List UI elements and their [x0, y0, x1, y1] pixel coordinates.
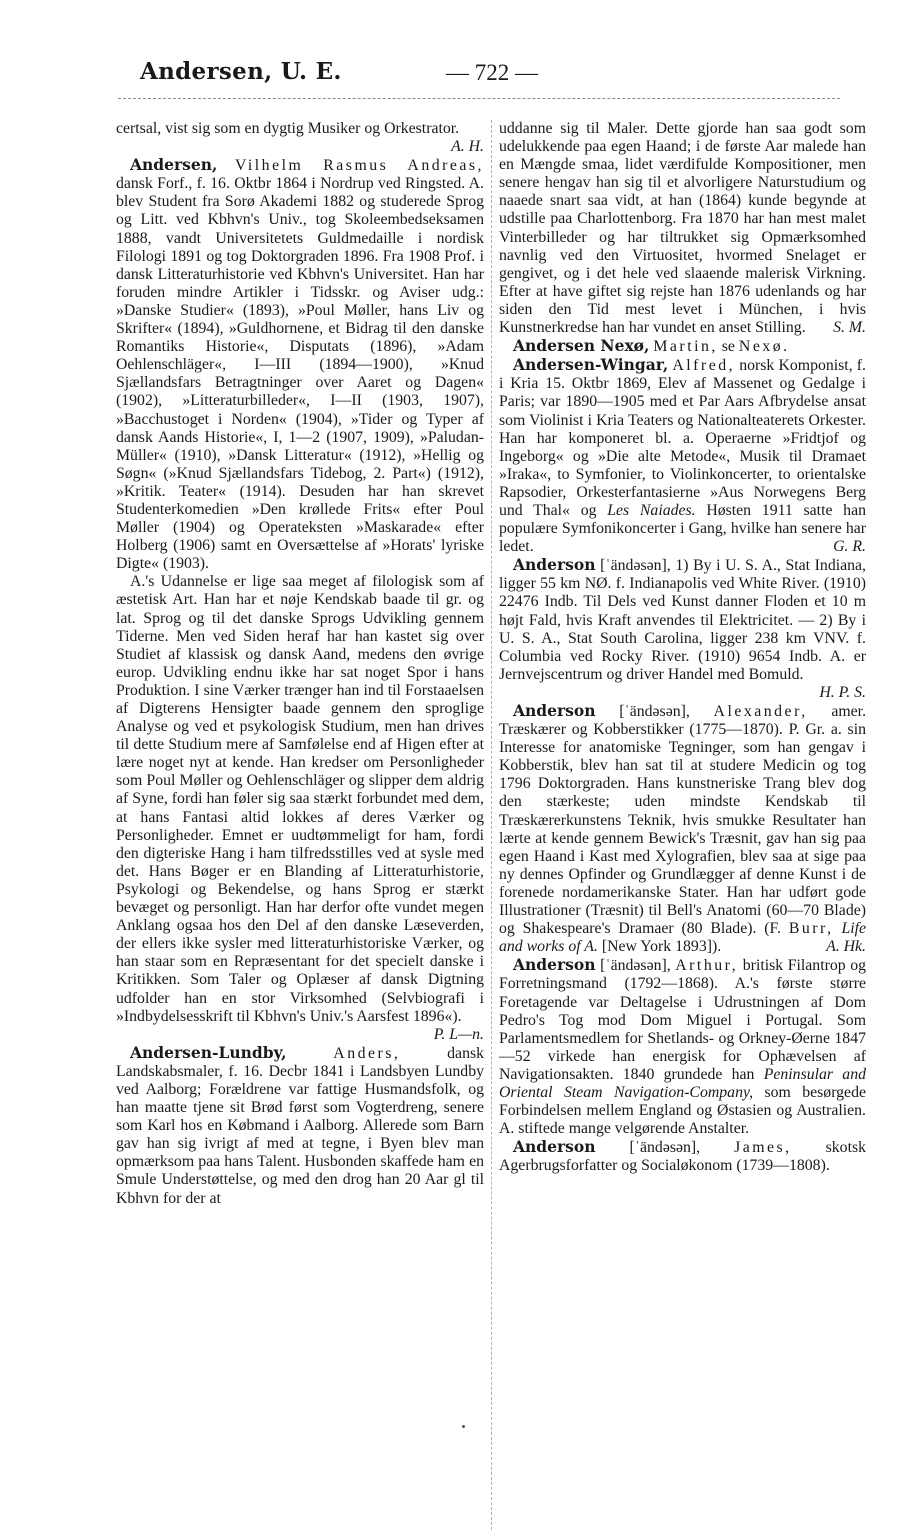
author-signature: S. M.	[833, 319, 866, 337]
pronunciation: [ˈändəsən],	[619, 703, 690, 720]
cited-author: Burr,	[788, 920, 834, 938]
entry-text: som besørgede Forbindelsen mellem England og Østasien og Australien. A. stiftede mange velgørende Anstalter.	[499, 1083, 866, 1138]
entry-text: amer. Træskærer og Kobberstikker (1775—1870). P. Gr. a. sin Interesse for anatomiske Tegninger, som han gengav i Kobberstik, blev han sat til at studere Medicin og tog 1796 Doktorgraden. Hans kunstneriske Trang blev dog den stærkeste; uden mindste Kendskab til Træskærerkunstens Teknik, hvis smukke Resultater han lærte at kende gennem Bewick's Træsnit, gav han sig paa egen Haand i Kast med Xylografien, blev saa at sige paa ny dennes Opfinder og Grundlægger af denne Kunst i de forenede nordamerikanske Stater. Han har udført gode Illustrationer (Træsnit) til Bell's Anatomi (60—70 Blade) og Shakespeare's Dramaer (80 Blade). (F.	[499, 703, 867, 938]
entry-text: norsk Komponist, f. i Kria 15. Oktbr 1869, Elev af Massenet og Gedalge i Paris; var 1890—1905 med et Par Aars Afbrydelse ansat som Violinist i Kria Teaters og Nationalteaterets Orkester. Han har komponeret bl. a. Operaerne »Fridtjof og Ingeborg« og »Die alte Metode«, Musik til Dramaet »Iraka«, to Symfonier, to Violinkoncerter, to orientalske Rapsodier, Orkesterfantasierne »Aus Norwegens Berg und Thal« og	[499, 357, 866, 519]
right-column	[499, 120, 866, 1175]
entry-anderson-place	[499, 555, 866, 701]
entry-paragraph	[116, 573, 484, 1043]
entry-text: dansk Landskabsmaler, f. 16. Decbr 1841 i Landsbyen Lundby ved Aalborg; Forældrene var fattige Husmandsfolk, og han maatte tjene sit Brød først som Vogterdreng, senere som Karl hos en Købmand i Aalborg. Allerede som Barn gav han sig ivrigt af med at tegne, i Byen blev man opmærksom paa hans Talent. Husbonden skaffede ham en Smule Understøttelse, og med den drog han 20 Aar gl til Kbhvn for der at	[116, 1044, 485, 1207]
headword: Andersen-Lundby,	[130, 1042, 287, 1062]
entry-andersen-lundby	[116, 1044, 484, 1208]
entry-andersen-vilhelm	[116, 156, 484, 573]
entry-name: James,	[734, 1139, 792, 1157]
entry-anderson-arthur	[499, 956, 866, 1138]
headword: Anderson	[513, 1137, 596, 1157]
continued-entry	[116, 120, 484, 156]
page-header	[140, 58, 540, 92]
entry-text: certsal, vist sig som en dygtig Musiker og Orkestrator.	[116, 120, 460, 137]
entry-name: Martin,	[653, 338, 718, 356]
entry-name: Vilhelm Rasmus Andreas,	[234, 157, 485, 175]
pronunciation: [ˈändəsən],	[600, 557, 671, 575]
scan-speck	[462, 1425, 465, 1428]
left-column	[116, 120, 484, 1208]
author-signature: A. Hk.	[826, 938, 866, 956]
entry-name: Alexander,	[713, 703, 808, 720]
entry-text: se	[721, 338, 735, 356]
entry-anderson-james	[499, 1138, 866, 1175]
work-title: Les Naiades.	[607, 501, 696, 519]
author-signature: P. L—n.	[433, 1025, 484, 1043]
work-title: Peninsular and Oriental Steam Navigation-Company,	[499, 1065, 866, 1101]
header-rule	[118, 98, 840, 99]
headword: Andersen,	[130, 155, 218, 175]
entry-text: skotsk Agerbrugsforfatter og Socialøkonom (1739—1808).	[499, 1139, 867, 1175]
entry-name: Alfred,	[672, 357, 736, 375]
entry-text: uddanne sig til Maler. Dette gjorde han saa godt som udelukkende paa egen Haand; i de første Aar malede han en Mængde smaa, lidet værdifulde Kompositioner, men senere hengav han sig til et alvorligere Naturstudium og naaede snart saa vidt, at han (1864) kunde begynde at udstille paa Charlottenborg. Fra 1870 har han mest malet Vinterbilleder og har tiltrukket sig Opmærksomhed navnlig ved den Virtuositet, hvormed Snelaget er gengivet, og i det hele ved slaaende malerisk Virkning. Efter at have giftet sig rejste han 1876 udenlands og har siden den Tid mest levet i München, i hvis Kunstnerkredse han har vundet en anset Stilling.	[499, 120, 866, 337]
entry-name: Arthur,	[675, 957, 739, 975]
page-number: — 722 —	[446, 60, 538, 85]
pronunciation: [ˈändəsən],	[600, 957, 671, 975]
author-signature: G. R.	[833, 538, 866, 556]
entry-andersen-nexo	[499, 337, 866, 356]
entry-text: 1) By i U. S. A., Stat Indiana, ligger 55 km NØ. f. Indianapolis ved White River. (1910) 22476 Indb. Til Dels ved Kunst danner Floden et 10 m højt Fald, hvis Kraft anvendes til Elektricitet. — 2) By i U. S. A., Stat South Carolina, ligger 238 km VNV. f. Columbia ved Rocky River. (1910) 9654 Indb. A. er Jernvejscentrum og driver Handel med Bomuld.	[499, 557, 866, 683]
entry-text: britisk Filantrop og Forretningsmand (1792—1868). A.'s første større Foretagende var Deltagelse i Udrustningen af Dom Pedro's Tog mod Dom Miguel i Portugal. Som Parlamentsmedlem for Shetlands- og Orkney-Øerne 1847—52 virkede han energisk for Ophævelsen af Navigationsakten. 1840 grundede han	[499, 957, 867, 1083]
entry-text: A.'s Udannelse er lige saa meget af filologisk som af æstetisk Art. Han har et nøje Kendskab baade til gr. og lat. Sprog og til det danske Sprogs Udvikling gennem Tiderne. Men ved Siden heraf har han kastet sig over Studiet af klassisk og dansk Aand, medens den øvrige europ. Udvikling endnu ikke har sat noget Spor i hans Produktion. I sine Værker trænger han ind til Forstaaelsen af Digterens Hensigter baade gennem den sproglige Analyse og ved et psykologisk Studium, men han drives til dette Studium mere af Samfølelse end af Higen efter at lære noget nyt at kende. Han kredser om Personligheder som Poul Møller og Oehlenschläger og slipper dem aldrig af Syne, fordi han føler sig saa stærkt forbundet med dem, at hans Fantasi altid lokkes af deres Værker og Personligheder. Emnet er uudtømmeligt for ham, fordi den digteriske Hang i ham tilfredsstilles ved at sysle med det. Hans Bøger er en Blanding af Litteraturhistorie, Psykologi og Bekendelse, og hans Sprog er stærkt bevæget og personligt. Han har derfor ofte vundet megen Anklang ogsaa hos den Del af den danske Læseverden, der ellers ikke sysler med litteraturhistoriske Værker, og han staar som en Repræsentant for det specielt danske i Kritikken. Som Taler og Oplæser af dansk Digtning udfolder han en stor Virksomhed (Selvbiografi i »Indbydelsesskrift til Kbhvn's Univ.'s Aarsfest 1896«).	[116, 573, 484, 1025]
running-head: Andersen, U. E.	[140, 58, 342, 85]
entry-text: Høsten 1911 satte han populære Symfonikoncerter i Gang, hvilke han senere har ledet.	[499, 501, 866, 556]
cross-reference: Nexø.	[738, 338, 790, 356]
work-title: Life and works of A.	[499, 920, 867, 956]
entry-text: [New York 1893]).	[601, 938, 722, 956]
entry-text: dansk Forf., f. 16. Oktbr 1864 i Nordrup ved Ringsted. A. blev Student fra Sorø Akademi 1882 og studerede Sprog og Litt. ved Kbhvn's Univ., tog Skoleembedseksamen 1888, vandt Universitetets Guldmedaille i nordisk Filologi 1891 og tog Doktorgraden 1896. Fra 1908 Prof. i dansk Litteraturhistorie ved Kbhvn's Universitet. Han har foruden mindre Artikler i Tidsskr. og Aviser udg.: »Danske Studier« (1893), »Poul Møller, hans Liv og Skrifter« (1894), »Guldhornene, et Bidrag til den danske Romantiks Historie«, Disputats (1896), »Adam Oehlenschläger«, I—III (1894—1900), »Knud Sjællandsfars Betragtninger over Aaret og Dagen« (1902), »Litteraturbilleder«, I—II (1903, 1907), »Bacchustoget i Norden« (1904), »Tider og Typer af dansk Aands Historie«, I, 1—2 (1907, 1909), »Paludan-Müller« (1910), »Dansk Litteratur« (1912), »Hellig og Søgn« (»Knud Sjællandsfars Tidebog, 2. Part«) (1912), »Kritik. Teater« (1914). Desuden har han skrevet Studenterkomedien »Den krøllede Frits« efter Poul Møller (1904) og Operateksten »Maskarade« efter Holberg (1906) samt en Oversættelse af »Horats' lyriske Digte« (1903).	[116, 175, 484, 573]
column-divider	[491, 120, 492, 1530]
headword: Andersen Nexø,	[513, 336, 650, 356]
author-signature: A. H.	[451, 138, 484, 156]
headword: Andersen-Wingar,	[513, 355, 669, 375]
entry-anderson-alexander	[499, 702, 866, 956]
entry-andersen-wingar	[499, 356, 866, 556]
author-signature: H. P. S.	[819, 683, 866, 701]
headword: Anderson	[513, 701, 596, 720]
headword: Anderson	[513, 955, 596, 975]
pronunciation: [ˈändəsən],	[629, 1139, 701, 1157]
continued-entry	[499, 120, 866, 337]
entry-name: Anders,	[333, 1044, 401, 1062]
headword: Anderson	[513, 555, 596, 575]
